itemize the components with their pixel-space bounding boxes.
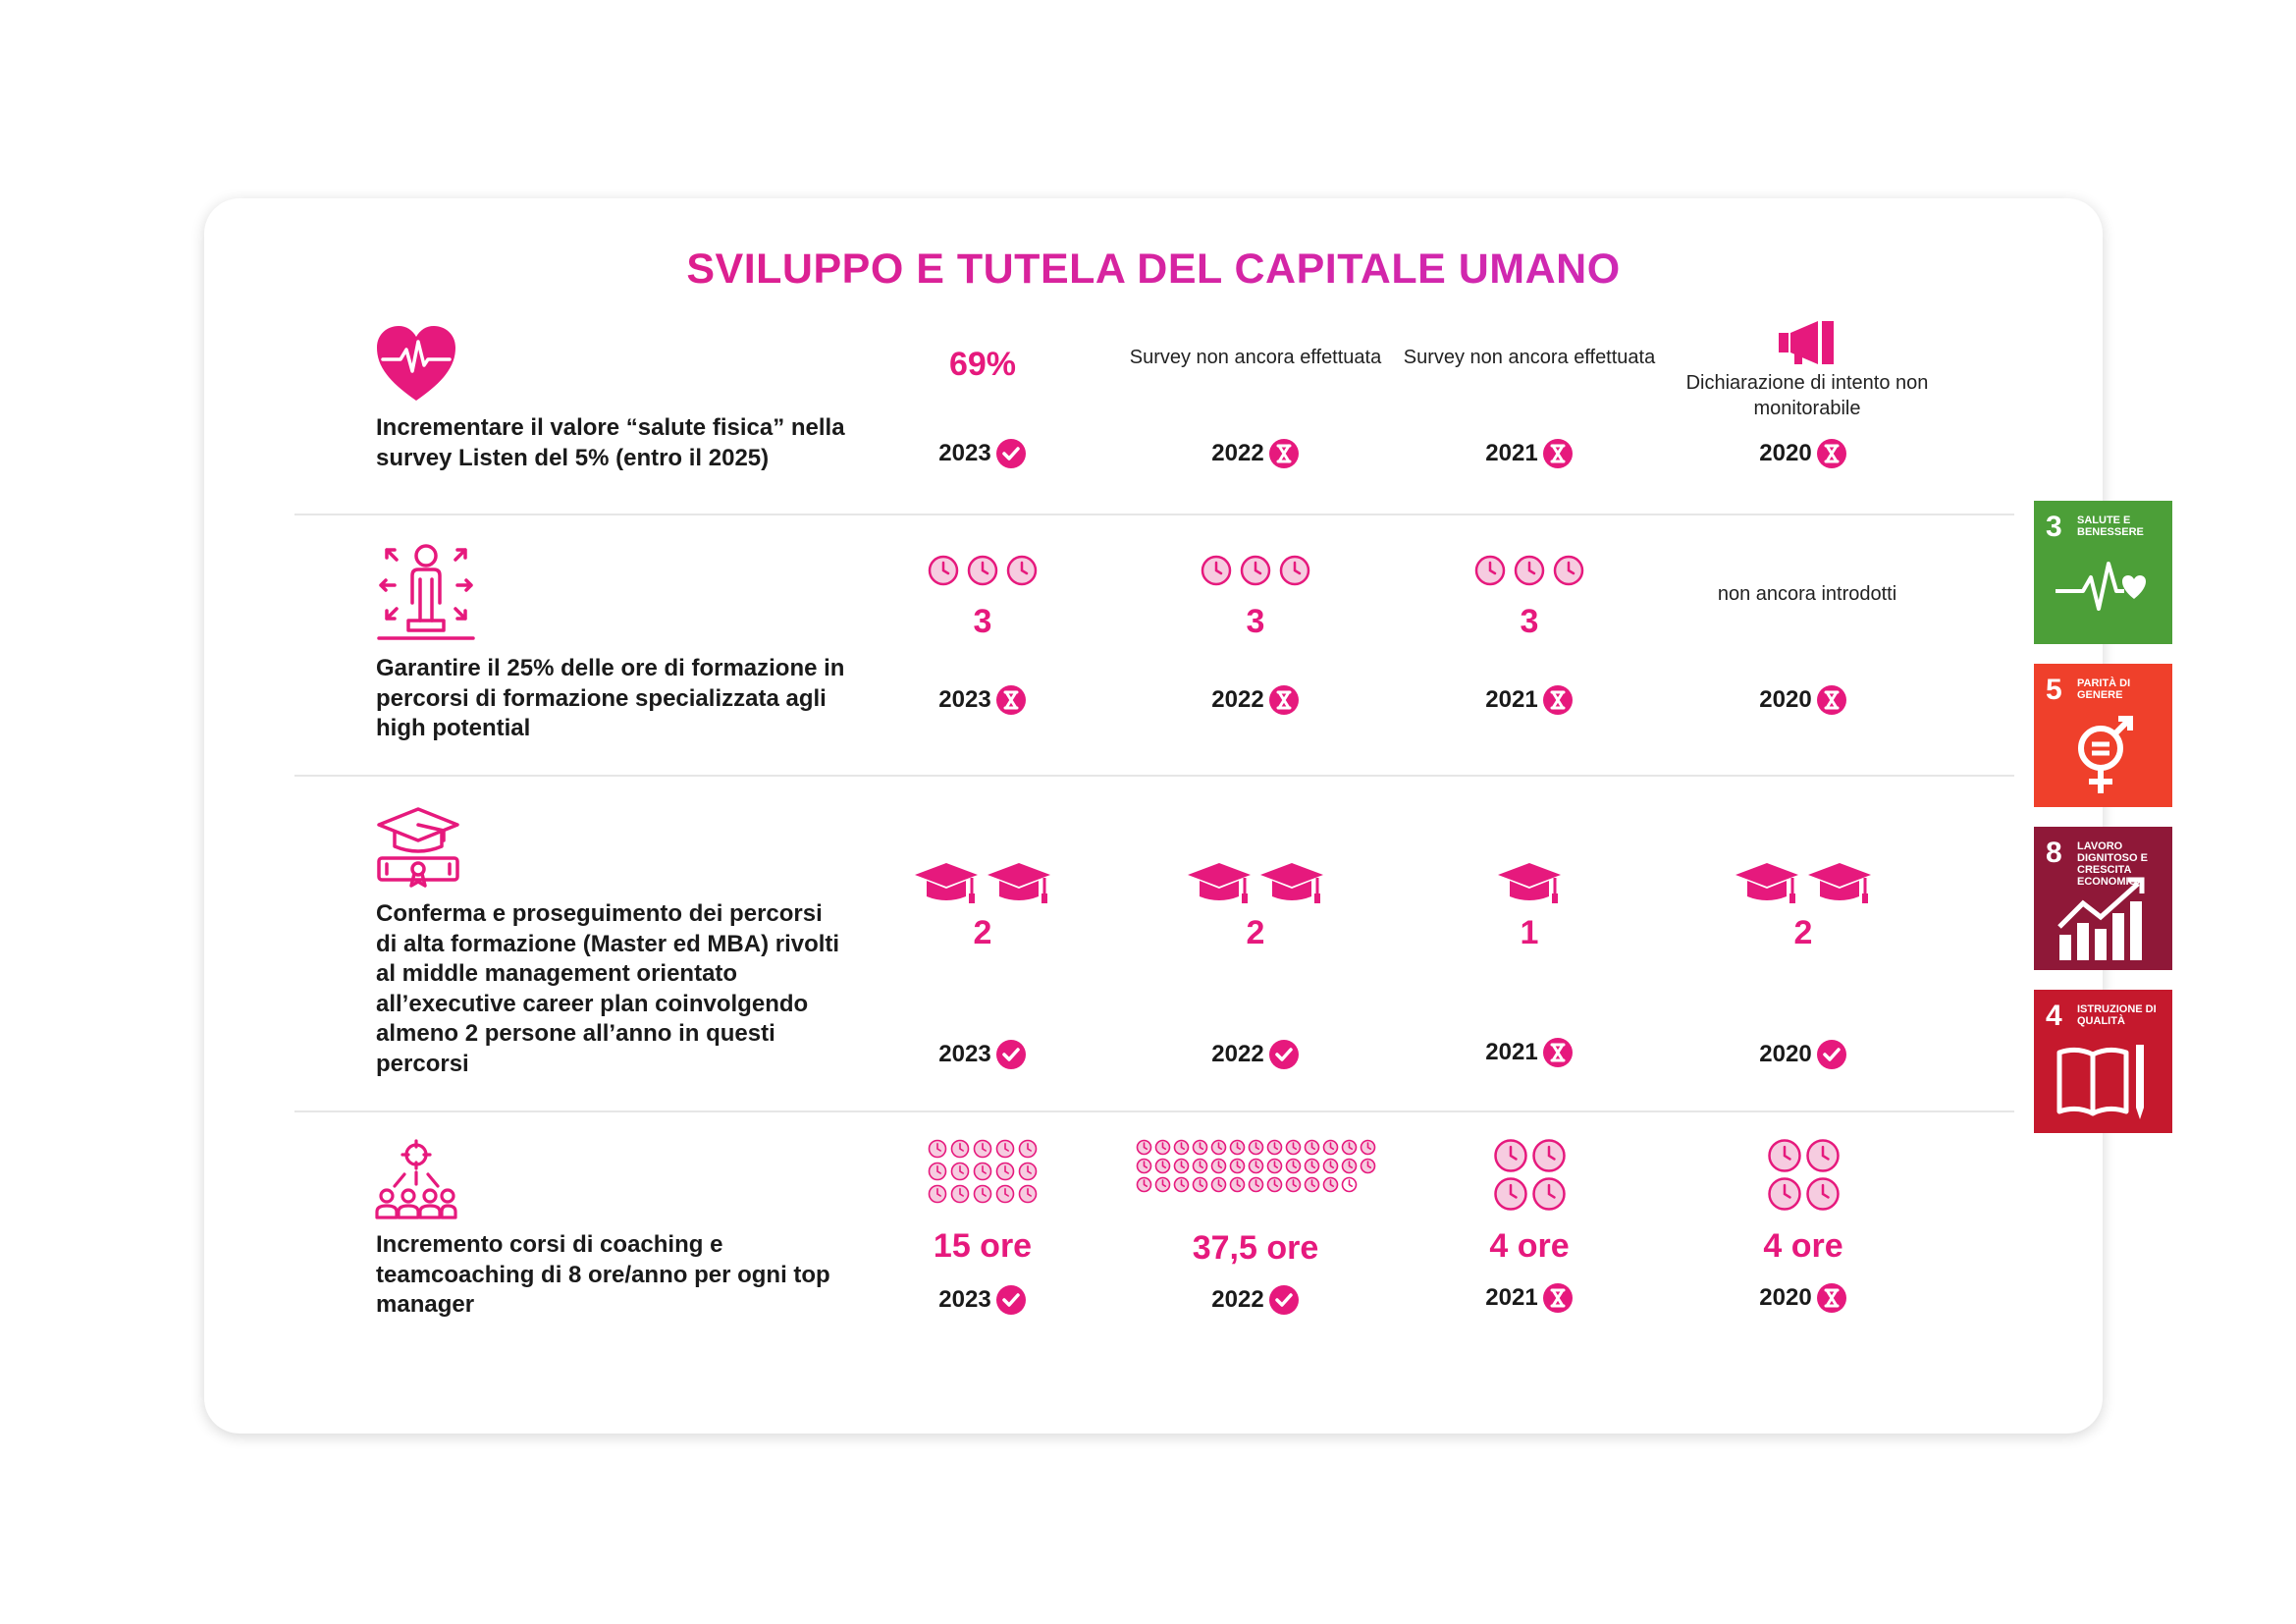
clock-icon (1155, 1178, 1169, 1192)
heart-pulse-icon (375, 324, 457, 403)
clock-icon (1267, 1141, 1281, 1155)
clock-icon (930, 1164, 946, 1180)
clock-icon (1193, 1178, 1206, 1192)
cell-2022 (1118, 861, 1393, 952)
goal-text: Incremento corsi di coaching e teamcoaching di 8 ore/anno per ogni top manager (376, 1231, 830, 1318)
sdg-label: SALUTE E BENESSERE (2077, 514, 2144, 538)
graduation-cap-icon (913, 861, 980, 908)
clock-icon (1249, 1160, 1262, 1173)
note-text: Survey non ancora effettuata (1403, 347, 1656, 368)
coaching-team-icon (375, 1139, 457, 1219)
clock-icon (1286, 1160, 1300, 1173)
clock-grid-svg (1768, 1139, 1840, 1211)
clock-icon (1174, 1141, 1188, 1155)
cell-2020 (1666, 370, 1949, 421)
clock-icon (1174, 1160, 1188, 1173)
value-text: 37,5 ore (1192, 1229, 1319, 1267)
graduation-diploma-icon (375, 805, 461, 888)
cell-2023 (845, 1139, 1120, 1266)
sdg-tile-4 (2034, 990, 2172, 1133)
graduation-cap-icon (1186, 861, 1253, 908)
clock-icon (1230, 1141, 1244, 1155)
value-text: 4 ore (1763, 1227, 1843, 1265)
clock-icon (1323, 1160, 1337, 1173)
value-text: 3 (1520, 603, 1539, 640)
book-pencil-icon (2054, 1037, 2152, 1125)
clock-icon (1137, 1141, 1150, 1155)
clock-icon (1533, 1179, 1564, 1210)
note-text: Dichiarazione di intento non monitorabile (1685, 372, 1929, 419)
page-title: SVILUPPO E TUTELA DEL CAPITALE UMANO (204, 245, 2103, 294)
year-2022 (1118, 1284, 1393, 1316)
graduation-cap-icon (986, 861, 1052, 908)
cell-2023 (845, 346, 1120, 384)
year-2020 (1666, 684, 1941, 716)
clock-icon (1020, 1164, 1037, 1180)
clock-icon (1342, 1141, 1356, 1155)
clock-icon (1278, 554, 1311, 587)
clock-icon (1155, 1141, 1169, 1155)
clock-icon (1361, 1141, 1374, 1155)
graduation-cap-icons (845, 861, 1120, 908)
value-text: 3 (1246, 603, 1265, 640)
row-divider (294, 1110, 2014, 1112)
value-text: 69% (948, 346, 1017, 383)
year-label: 2023 (938, 1041, 991, 1067)
clock-icon (1137, 1160, 1150, 1173)
clock-icon (1305, 1141, 1318, 1155)
clock-icons (1118, 554, 1393, 587)
cell-2022 (1118, 554, 1393, 641)
year-2020 (1666, 1282, 1941, 1314)
clock-icon (997, 1164, 1014, 1180)
sdg-tile-5 (2034, 664, 2172, 807)
year-label: 2022 (1211, 1286, 1264, 1313)
clock-icon (1193, 1141, 1206, 1155)
clock-icon (927, 554, 960, 587)
year-2022 (1118, 684, 1393, 716)
clock-icon (1305, 1178, 1318, 1192)
graduation-cap-icons (1666, 861, 1941, 908)
graduation-cap-icon (1258, 861, 1325, 908)
megaphone-icon (1777, 319, 1838, 366)
clock-icon (997, 1141, 1014, 1158)
gender-equality-icon (2054, 711, 2152, 799)
clock-icon (1342, 1160, 1356, 1173)
growth-chart-icon (2054, 874, 2152, 962)
year-label: 2022 (1211, 1041, 1264, 1067)
value-text: 4 ore (1489, 1227, 1570, 1265)
clock-icon (1200, 554, 1233, 587)
hourglass-icon (1268, 438, 1300, 469)
clock-icon (1342, 1178, 1356, 1192)
year-2021 (1392, 684, 1667, 716)
clock-icon (1513, 554, 1546, 587)
sdg-label: ISTRUZIONE DI QUALITÀ (2077, 1003, 2157, 1027)
year-2020 (1666, 1039, 1941, 1070)
year-2021 (1392, 1037, 1667, 1068)
graduation-cap-icon (1496, 861, 1563, 908)
clock-icon (966, 554, 999, 587)
hourglass-icon (1816, 1282, 1847, 1314)
year-2022 (1118, 1039, 1393, 1070)
clock-icon (1286, 1141, 1300, 1155)
hourglass-icon (1816, 684, 1847, 716)
year-2023 (845, 684, 1120, 716)
cell-2020 (1666, 581, 1949, 607)
sdg-tile-8 (2034, 827, 2172, 970)
clock-icon (952, 1141, 969, 1158)
hourglass-icon (1816, 438, 1847, 469)
clock-icon (1193, 1160, 1206, 1173)
clock-icon (952, 1164, 969, 1180)
check-icon (1268, 1039, 1300, 1070)
cell-2022 (1118, 1139, 1393, 1268)
year-2021 (1392, 1282, 1667, 1314)
clock-icon (1769, 1179, 1799, 1210)
clock-icon (1239, 554, 1272, 587)
hourglass-icon (1542, 1282, 1574, 1314)
hourglass-icon (1542, 684, 1574, 716)
sdg-number: 3 (2046, 511, 2062, 543)
heartbeat-icon (2054, 548, 2152, 626)
year-label: 2023 (938, 440, 991, 466)
clock-icon (1211, 1160, 1225, 1173)
cell-2020 (1666, 1139, 1941, 1266)
cell-2023 (845, 554, 1120, 641)
sdg-number: 4 (2046, 1000, 2062, 1032)
sdg-label: PARITÀ DI GENERE (2077, 677, 2131, 701)
note-text: Survey non ancora effettuata (1129, 347, 1382, 368)
year-label: 2022 (1211, 440, 1264, 466)
clock-grid (845, 1139, 1120, 1210)
clock-icons (845, 554, 1120, 587)
sdg-tile-3 (2034, 501, 2172, 644)
cell-2022 (1118, 345, 1393, 370)
year-label: 2020 (1759, 1041, 1812, 1067)
row-divider (294, 775, 2014, 777)
clock-grid-svg (928, 1139, 1038, 1204)
year-label: 2021 (1485, 686, 1538, 713)
value-text: 1 (1520, 914, 1539, 951)
cell-2023 (845, 861, 1120, 952)
clock-icon (1807, 1179, 1838, 1210)
year-2021 (1392, 438, 1667, 469)
goal-text: Conferma e proseguimento dei percorsi di alta formazione (Master ed MBA) rivolti al middle management orientato all’executive career plan coinvolgendo almeno 2 persone all’anno in questi percorsi (376, 900, 840, 1077)
clock-icon (930, 1141, 946, 1158)
clock-grid (1666, 1139, 1941, 1210)
cell-2020 (1666, 861, 1941, 952)
clock-icon (1495, 1141, 1525, 1171)
clock-icon (1267, 1160, 1281, 1173)
value-text: 2 (1246, 914, 1265, 951)
high-potential-person-icon (375, 540, 477, 642)
clock-icon (1552, 554, 1585, 587)
clock-icon (1769, 1141, 1799, 1171)
clock-grid-svg (1136, 1139, 1376, 1193)
clock-icon (1249, 1178, 1262, 1192)
year-2022 (1118, 438, 1393, 469)
clock-grid (1118, 1139, 1393, 1221)
clock-icon (1323, 1178, 1337, 1192)
clock-icon (1174, 1178, 1188, 1192)
year-label: 2020 (1759, 440, 1812, 466)
clock-icon (1005, 554, 1039, 587)
year-label: 2020 (1759, 1284, 1812, 1311)
value-text: 15 ore (933, 1227, 1033, 1265)
goal-text: Incrementare il valore “salute fisica” nella survey Listen del 5% (entro il 2025) (376, 414, 845, 471)
clock-icon (997, 1186, 1014, 1203)
clock-icon (975, 1141, 991, 1158)
clock-icon (1211, 1141, 1225, 1155)
clock-icon (952, 1186, 969, 1203)
clock-icon (1230, 1160, 1244, 1173)
year-label: 2021 (1485, 440, 1538, 466)
year-label: 2021 (1485, 1284, 1538, 1311)
clock-icon (1533, 1141, 1564, 1171)
check-icon (995, 438, 1027, 469)
hourglass-icon (995, 684, 1027, 716)
sdg-label: LAVORO DIGNITOSO E CRESCITA ECONOMICA (2077, 840, 2148, 888)
sdg-number: 5 (2046, 674, 2062, 706)
row-divider (294, 514, 2014, 515)
cell-2021 (1392, 554, 1667, 641)
clock-icon (1495, 1179, 1525, 1210)
value-text: 2 (973, 914, 992, 951)
clock-icon (1267, 1178, 1281, 1192)
clock-icon (1211, 1178, 1225, 1192)
year-label: 2021 (1485, 1039, 1538, 1065)
year-label: 2023 (938, 686, 991, 713)
clock-icon (1249, 1141, 1262, 1155)
cell-2021 (1392, 1139, 1667, 1266)
year-2023 (845, 1039, 1120, 1070)
year-2023 (845, 1284, 1120, 1316)
note-text: non ancora introdotti (1717, 583, 1897, 605)
cell-2021 (1392, 345, 1667, 370)
clock-icons (1392, 554, 1667, 587)
clock-icon (1807, 1141, 1838, 1171)
clock-icon (1230, 1178, 1244, 1192)
graduation-cap-icon (1734, 861, 1800, 908)
graduation-cap-icon (1806, 861, 1873, 908)
graduation-cap-icons (1118, 861, 1393, 908)
clock-grid (1392, 1139, 1667, 1210)
clock-icon (975, 1186, 991, 1203)
check-icon (995, 1039, 1027, 1070)
hourglass-icon (1542, 438, 1574, 469)
check-icon (1816, 1039, 1847, 1070)
year-2023 (845, 438, 1120, 469)
clock-icon (975, 1164, 991, 1180)
clock-grid-svg (1494, 1139, 1566, 1211)
clock-icon (1020, 1141, 1037, 1158)
clock-icon (1305, 1160, 1318, 1173)
clock-icon (1323, 1141, 1337, 1155)
goal-text: Garantire il 25% delle ore di formazione in percorsi di formazione specializzata agli high potential (376, 655, 845, 741)
clock-icon (1286, 1178, 1300, 1192)
clock-icon (1473, 554, 1507, 587)
clock-icon (930, 1186, 946, 1203)
graduation-cap-icons (1392, 861, 1667, 908)
check-icon (1268, 1284, 1300, 1316)
hourglass-icon (1268, 684, 1300, 716)
value-text: 2 (1793, 914, 1813, 951)
check-icon (995, 1284, 1027, 1316)
hourglass-icon (1542, 1037, 1574, 1068)
year-2020 (1666, 438, 1941, 469)
clock-icon (1137, 1178, 1150, 1192)
year-label: 2023 (938, 1286, 991, 1313)
value-text: 3 (973, 603, 992, 640)
year-label: 2020 (1759, 686, 1812, 713)
clock-icon (1155, 1160, 1169, 1173)
cell-2021 (1392, 861, 1667, 952)
sdg-number: 8 (2046, 837, 2062, 869)
clock-icon (1361, 1160, 1374, 1173)
year-label: 2022 (1211, 686, 1264, 713)
clock-icon (1020, 1186, 1037, 1203)
